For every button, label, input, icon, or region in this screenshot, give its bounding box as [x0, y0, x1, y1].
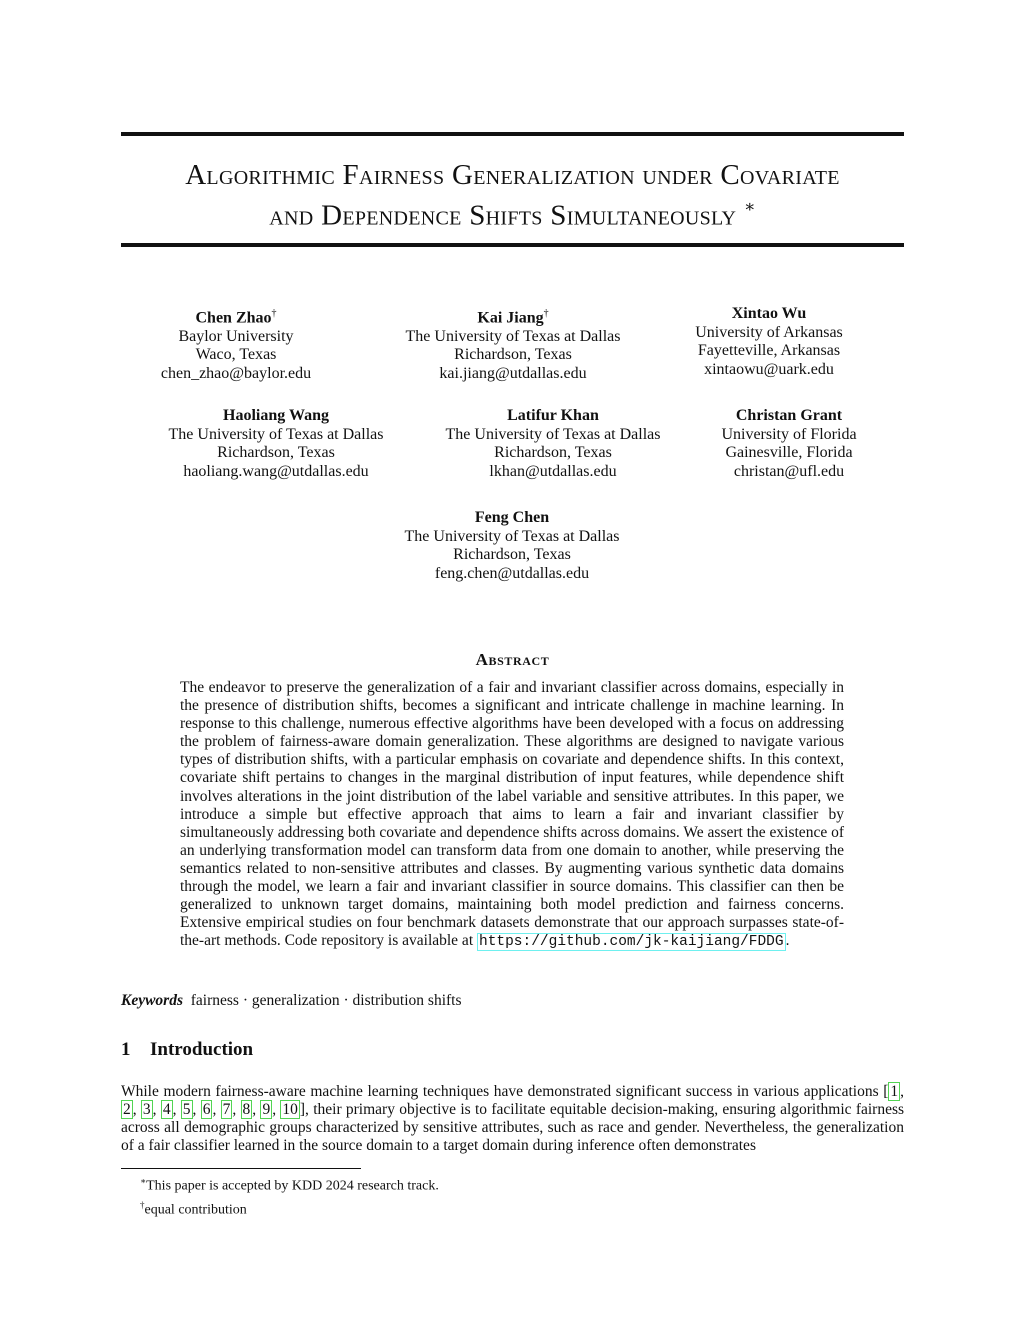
keywords-text: fairness · generalization · distribution shifts [190, 992, 462, 1009]
citation-link[interactable]: 4 [162, 1101, 171, 1119]
abstract-body [180, 679, 844, 951]
author-affiliation: University of Arkansas [695, 323, 843, 341]
author-card [659, 407, 919, 481]
author-location: Fayetteville, Arkansas [697, 342, 841, 359]
citation-link[interactable]: 5 [182, 1101, 191, 1119]
title-bottom-rule [121, 243, 904, 247]
author-location: Waco, Texas [195, 346, 277, 364]
author-email[interactable]: lkhan@utdallas.edu [489, 462, 617, 480]
author-card [639, 305, 899, 379]
author-name: Xintao Wu [731, 305, 807, 322]
author-mark: † [543, 308, 549, 319]
arxiv-sidebar-stamp [8, 345, 78, 945]
paper-title [121, 158, 904, 233]
author-email[interactable]: christan@ufl.edu [733, 462, 845, 480]
footnote-text: This paper is accepted by KDD 2024 research track. [146, 1178, 439, 1194]
author-email[interactable]: chen_zhao@baylor.edu [160, 364, 312, 382]
code-repository-link[interactable]: https://github.com/jk-kaijiang/FDDG [479, 934, 784, 951]
title-line-2-text: and Dependence Shifts Simultaneously [269, 199, 737, 232]
author-name: Kai Jiang [477, 309, 544, 327]
author-email[interactable]: kai.jiang@utdallas.edu [439, 364, 587, 382]
author-mark: † [271, 308, 277, 319]
citation-link[interactable]: 2 [123, 1101, 131, 1119]
author-affiliation: The University of Texas at Dallas [445, 425, 661, 443]
abstract-end: . [785, 932, 790, 950]
author-location: Richardson, Texas [494, 444, 612, 461]
citation-link[interactable]: 1 [890, 1083, 899, 1100]
author-email[interactable]: haoliang.wang@utdallas.edu [183, 462, 369, 480]
author-card [423, 407, 683, 481]
author-email[interactable]: feng.chen@utdallas.edu [434, 564, 590, 582]
author-location: Gainesville, Florida [725, 444, 853, 461]
author-name: Chen Zhao [195, 309, 272, 327]
author-card [382, 509, 642, 583]
title-footnote-mark: ∗ [743, 197, 756, 216]
author-affiliation: The University of Texas at Dallas [168, 425, 384, 443]
citation-link[interactable]: 7 [222, 1101, 231, 1119]
title-line-2 [121, 192, 904, 233]
section-title: Introduction [150, 1039, 254, 1060]
footnote [140, 1196, 439, 1220]
citation-link[interactable]: 10 [282, 1101, 298, 1119]
author-card [106, 305, 366, 383]
author-location: Richardson, Texas [453, 546, 571, 563]
abstract-heading: Abstract [475, 650, 550, 669]
intro-paragraph: While modern fairness-aware machine learning techniques have demonstrated significant success in various applications [ 1 , 2 , 3 , 4 , 5 , 6 , 7 , 8 , 9 , 10 ], their primary objective is to facilitate equitable decision-making, ensuring algorithmic fairness across all demographic groups characterized by sensitive attributes, such as race and gender. Nevertheless, the generalization of a fair classifier learned in the source domain to a target domain during inference often demonstrates [121, 1083, 905, 1155]
footnote-mark: † [140, 1199, 145, 1210]
keywords-label: Keywords [121, 992, 183, 1009]
author-affiliation: The University of Texas at Dallas [404, 527, 620, 545]
footnotes [140, 1172, 439, 1219]
abstract-text: The endeavor to preserve the generalization of a fair and invariant classifier across domains, especially in the presence of distribution shifts, becomes a significant and intricate challenge in machine learning. In response to this challenge, numerous effective algorithms have been developed with a focus on addressing the problem of fairness-aware domain generalization. These algorithms are designed to navigate various types of distribution shifts, with a particular emphasis on covariate and dependence shifts. In this context, covariate shift pertains to changes in the marginal distribution of input features, while dependence shift involves alterations in the joint distribution of the label variable and sensitive attributes. In this paper, we introduce a simple but effective approach that aims to learn a fair and invariant classifier by simultaneously addressing both covariate and dependence shifts across domains. We assert the existence of an underlying transformation model can transform data from one domain to another, while preserving the semantics related to non-sensitive attributes and classes. By augmenting various synthetic data domains through the model, we learn a fair and invariant classifier in source domains. This classifier can then be generalized to unknown target domains, maintaining both model prediction and fairness concerns. Extensive empirical studies on four benchmark datasets demonstrate that our approach surpasses state-of-the-art methods. Code repository is available at [180, 679, 844, 950]
footnote [140, 1172, 439, 1196]
author-affiliation: The University of Texas at Dallas [405, 327, 621, 345]
author-name: Latifur Khan [507, 407, 599, 424]
author-affiliation: Baylor University [178, 327, 294, 345]
citation-link[interactable]: 8 [242, 1101, 251, 1119]
intro-text-before: While modern fairness-aware machine learning techniques have demonstrated significant success in various applications [ [121, 1083, 889, 1100]
author-location: Richardson, Texas [217, 444, 335, 461]
title-line-1: Algorithmic Fairness Generalization under Covariate [185, 159, 840, 191]
section-number: 1 [121, 1039, 131, 1060]
author-card [146, 407, 406, 481]
citation-link[interactable]: 9 [262, 1101, 271, 1119]
author-card [383, 305, 643, 383]
footnote-rule [121, 1168, 361, 1169]
author-location: Richardson, Texas [454, 346, 572, 364]
citation-link[interactable]: 3 [142, 1101, 151, 1119]
footnote-text: equal contribution [144, 1202, 247, 1218]
title-top-rule [121, 132, 904, 136]
author-name: Feng Chen [474, 509, 550, 526]
citation-link[interactable]: 6 [202, 1101, 211, 1119]
author-name: Haoliang Wang [223, 407, 329, 424]
section-heading [121, 1039, 253, 1061]
author-affiliation: University of Florida [721, 425, 857, 443]
author-name: Christan Grant [735, 407, 843, 424]
author-email[interactable]: xintaowu@uark.edu [704, 360, 834, 378]
keywords-line [121, 992, 462, 1010]
intro-text-after: ], their primary objective is to facilitate equitable decision-making, ensuring algorithmic fairness across all demographic groups characterized by sensitive attributes, such as race and gender. Nevertheless, the generalization of a fair classifier learned in the source domain to a target domain during inference often demonstrates [121, 1101, 905, 1155]
footnote-mark: ∗ [140, 1176, 147, 1186]
